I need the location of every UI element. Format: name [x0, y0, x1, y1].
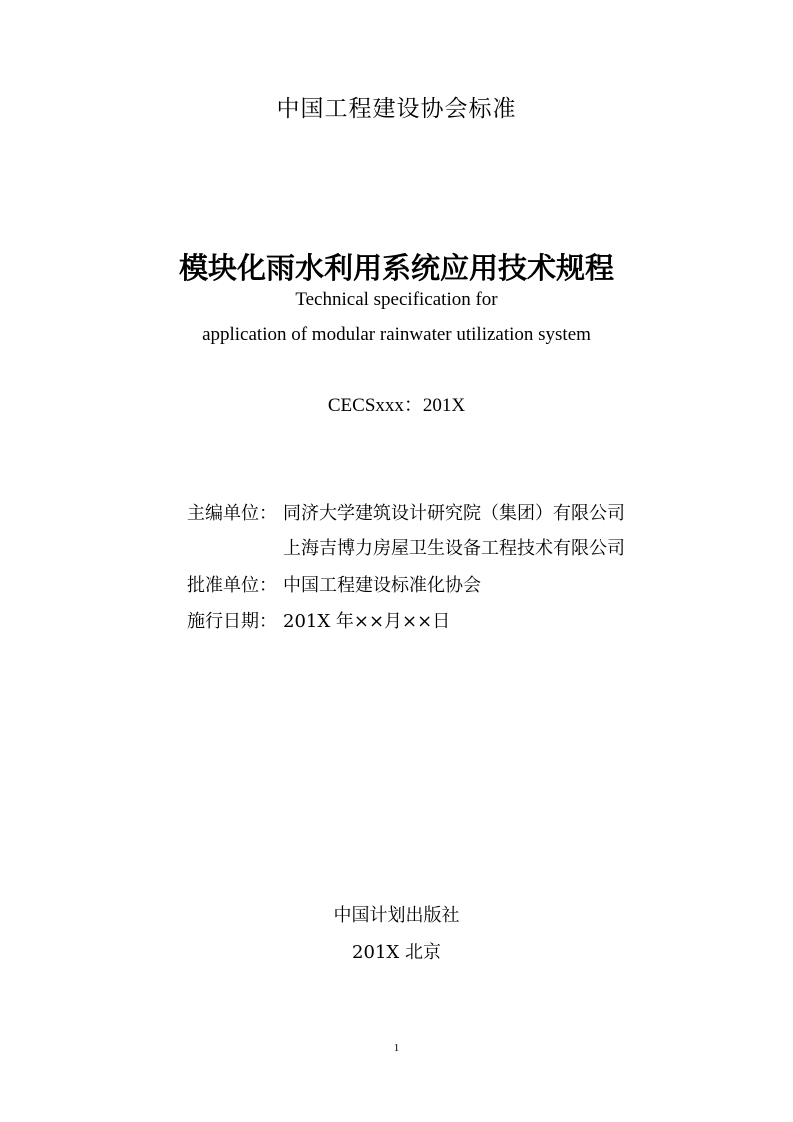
approver-row	[187, 577, 481, 595]
effective-date: 201X 年××月××日	[283, 611, 451, 632]
chief-editor-2: 上海吉博力房屋卫生设备工程技术有限公司	[283, 538, 625, 559]
approver: 中国工程建设标准化协会	[283, 575, 481, 596]
publication-place-year: 201X 北京	[352, 942, 441, 963]
effective-date-label: 施行日期：	[187, 611, 277, 632]
approver-label: 批准单位：	[187, 575, 277, 596]
chief-editor-row	[187, 505, 625, 523]
page-number: 1	[393, 1042, 400, 1054]
chief-editor-label: 主编单位：	[187, 503, 277, 524]
chief-editor-row-2	[187, 540, 625, 558]
document-title-english-line-1: Technical specification for	[295, 289, 498, 310]
chief-editor-1: 同济大学建筑设计研究院（集团）有限公司	[283, 503, 625, 524]
document-title-english-line-2: application of modular rainwater utilization system	[202, 324, 591, 345]
standard-code: CECSxxx：201X	[327, 395, 466, 416]
standard-organization: 中国工程建设协会标准	[276, 96, 517, 122]
document-title-chinese: 模块化雨水利用系统应用技术规程	[178, 251, 614, 285]
publisher: 中国计划出版社	[333, 905, 460, 926]
effective-date-row	[187, 613, 450, 631]
